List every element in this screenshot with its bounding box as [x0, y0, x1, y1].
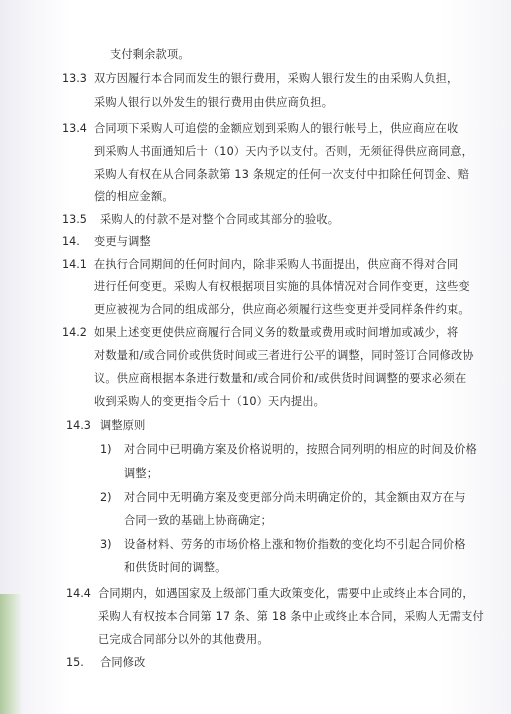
- clause-number: 13.4: [62, 122, 87, 135]
- text-line: 偿的相应金额。: [94, 190, 174, 203]
- text-line: 对合同中已明确方案及价格说明的，按照合同列明的相应的时间及价格: [124, 443, 478, 456]
- text-line: 议。供应商根据本条进行数量和/或合同价和/或供货时间调整的要求必须在: [94, 372, 467, 385]
- text-line: 调整原则: [100, 419, 146, 432]
- clause-number: 14.3: [66, 419, 91, 432]
- section-number: 15.: [66, 656, 84, 669]
- text-line: 对数量和/或合同价或供货时间或三者进行公平的调整，同时签订合同修改协: [94, 349, 474, 362]
- text-line: 和供货时间的调整。: [124, 561, 227, 574]
- page-edge-shadow: [0, 594, 22, 714]
- text-line: 进行任何变更。采购人有权根据项目实施的具体情况对合同作变更，这些变: [94, 280, 470, 293]
- text-line: 合同期内，如遇国家及上级部门重大政策变化，需要中止或终止本合同的，: [98, 587, 474, 600]
- text-line: 合同项下采购人可追偿的金额应划到采购人的银行帐号上，供应商应在收: [94, 122, 459, 135]
- text-line: 采购人银行以外发生的银行费用由供应商负担。: [94, 96, 334, 109]
- section-title: 合同修改: [100, 656, 146, 669]
- text-line: 到采购人书面通知后十（10）天内予以支付。否则，无须征得供应商同意，: [94, 145, 474, 158]
- clause-number: 14.1: [62, 258, 87, 271]
- section-title: 变更与调整: [94, 235, 151, 248]
- list-marker: 3): [100, 538, 112, 551]
- section-number: 14.: [62, 235, 80, 248]
- list-marker: 2): [100, 491, 112, 504]
- list-marker: 1): [100, 443, 112, 456]
- text-line: 双方因履行本合同而发生的银行费用，采购人银行发生的由采购人负担，: [94, 72, 459, 85]
- text-line: 调整；: [124, 467, 159, 480]
- text-line: 更应被视为合同的组成部分，供应商必须履行这些变更并受同样条件约束。: [94, 303, 470, 316]
- clause-number: 13.5: [62, 213, 87, 226]
- text-line: 合同一致的基础上协商确定；: [124, 514, 273, 527]
- text-line: 设备材料、劳务的市场价格上涨和物价指数的变化均不引起合同价格: [124, 538, 466, 551]
- text-line: 支付剩余款项。: [110, 48, 190, 61]
- text-line: 对合同中无明确方案及变更部分尚未明确定价的，其金额由双方在与: [124, 491, 466, 504]
- text-line: 如果上述变更使供应商履行合同义务的数量或费用或时间增加或减少，将: [94, 326, 459, 339]
- text-line: 已完成合同部分以外的其他费用。: [98, 633, 269, 646]
- text-line: 采购人的付款不是对整个合同或其部分的验收。: [100, 213, 340, 226]
- clause-number: 13.3: [62, 72, 87, 85]
- text-line: 采购人有权按本合同第 17 条、第 18 条中止或终止本合同，采购人无需支付: [98, 610, 484, 623]
- clause-number: 14.2: [62, 326, 87, 339]
- text-line: 在执行合同期间的任何时间内，除非采购人书面提出，供应商不得对合同: [94, 258, 459, 271]
- text-line: 采购人有权在从合同条款第 13 条规定的任何一次支付中扣除任何罚金、赔: [94, 168, 470, 181]
- clause-number: 14.4: [66, 587, 91, 600]
- text-line: 收到采购人的变更指令后十（10）天内提出。: [94, 395, 325, 408]
